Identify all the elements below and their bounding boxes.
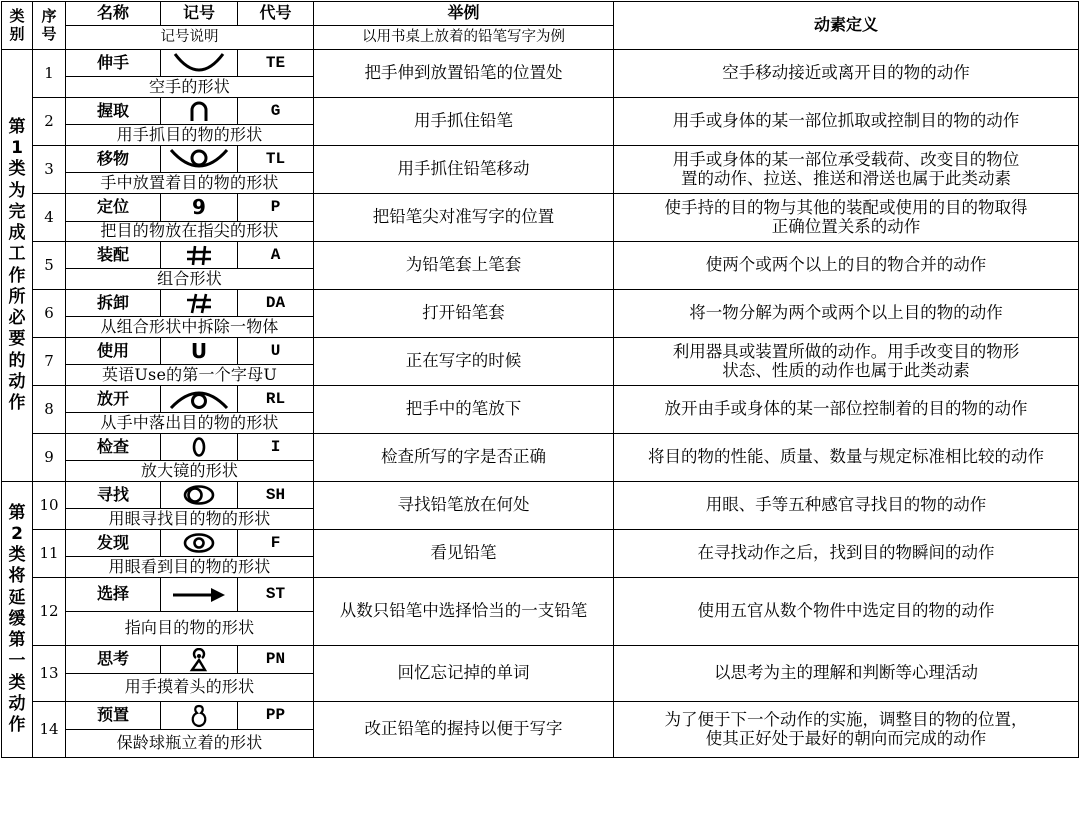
grasp-symbol xyxy=(161,98,238,125)
category-char: 要 xyxy=(8,329,26,350)
header-name: 名称 xyxy=(66,2,161,26)
definition-line: 正确位置关系的动作 xyxy=(771,216,921,236)
position-symbol: 9 xyxy=(161,194,238,222)
example-cell: 为铅笔套上笔套 xyxy=(314,242,614,290)
therblig-code: TL xyxy=(238,146,314,173)
definition-line: 空手移动接近或离开目的物的动作 xyxy=(722,63,970,83)
symbol-description: 把目的物放在指尖的形状 xyxy=(66,222,314,242)
header-seq-char: 号 xyxy=(41,24,57,43)
header-row-top xyxy=(2,2,1079,26)
therblig-code: TE xyxy=(238,50,314,77)
definition-cell xyxy=(614,530,1079,578)
search-symbol xyxy=(161,482,238,509)
therblig-grid xyxy=(1,1,1079,758)
header-category-char: 类 xyxy=(9,7,25,26)
category-char: 类 xyxy=(8,159,26,180)
therblig-code: U xyxy=(238,338,314,365)
release-symbol xyxy=(161,386,238,413)
row-number: 13 xyxy=(33,646,66,702)
therblig-row xyxy=(2,290,1079,317)
therblig-name: 放开 xyxy=(66,386,161,413)
symbol-description: 保龄球瓶立着的形状 xyxy=(66,730,314,758)
example-cell: 回忆忘记掉的单词 xyxy=(314,646,614,702)
symbol-description: 英语Use的第一个字母U xyxy=(66,365,314,386)
category-char: 作 xyxy=(8,393,26,413)
category-char: 工 xyxy=(8,244,26,265)
definition-cell xyxy=(614,290,1079,338)
symbol-description: 组合形状 xyxy=(66,269,314,290)
therblig-name: 移物 xyxy=(66,146,161,173)
category-char: 第 xyxy=(8,116,26,137)
definition-line: 用手或身体的某一部位承受载荷、改变目的物位 xyxy=(672,149,1020,169)
therblig-row xyxy=(2,98,1079,125)
row-number: 9 xyxy=(33,434,66,482)
definition-cell xyxy=(614,338,1079,386)
symbol-description: 手中放置着目的物的形状 xyxy=(66,173,314,194)
example-cell: 检查所写的字是否正确 xyxy=(314,434,614,482)
header-seq xyxy=(33,2,66,50)
category-char: 1 xyxy=(11,138,23,158)
header-category-char: 别 xyxy=(9,24,25,43)
category-char: 成 xyxy=(8,223,26,243)
find-symbol xyxy=(161,530,238,557)
therblig-name: 拆卸 xyxy=(66,290,161,317)
symbol-description: 空手的形状 xyxy=(66,77,314,98)
row-number: 4 xyxy=(33,194,66,242)
symbol-description: 指向目的物的形状 xyxy=(66,612,314,646)
therblig-name: 思考 xyxy=(66,646,161,674)
category-char: 延 xyxy=(8,587,26,608)
symbol-description: 从手中落出目的物的形状 xyxy=(66,413,314,434)
therblig-row xyxy=(2,50,1079,77)
therblig-name: 握取 xyxy=(66,98,161,125)
therblig-row xyxy=(2,646,1079,674)
example-cell: 把铅笔尖对准写字的位置 xyxy=(314,194,614,242)
definition-cell xyxy=(614,194,1079,242)
therblig-name: 伸手 xyxy=(66,50,161,77)
example-cell: 把手中的笔放下 xyxy=(314,386,614,434)
definition-line: 放开由手或身体的某一部位控制着的目的物的动作 xyxy=(664,399,1028,419)
example-cell: 从数只铅笔中选择恰当的一支铅笔 xyxy=(314,578,614,646)
example-cell: 正在写字的时候 xyxy=(314,338,614,386)
category-char: 第 xyxy=(8,630,26,651)
header-seq-char: 序 xyxy=(41,7,57,26)
category-char: 2 xyxy=(11,523,23,544)
row-number: 11 xyxy=(33,530,66,578)
definition-cell xyxy=(614,98,1079,146)
therblig-name: 选择 xyxy=(66,578,161,612)
therblig-row xyxy=(2,530,1079,557)
disassemble-symbol xyxy=(161,290,238,317)
therblig-name: 寻找 xyxy=(66,482,161,509)
therblig-row xyxy=(2,702,1079,730)
category-char: 类 xyxy=(8,672,26,693)
example-cell: 改正铅笔的握持以便于写字 xyxy=(314,702,614,758)
example-cell: 把手伸到放置铅笔的位置处 xyxy=(314,50,614,98)
row-number: 3 xyxy=(33,146,66,194)
therblig-name: 使用 xyxy=(66,338,161,365)
symbol-description: 用手抓目的物的形状 xyxy=(66,125,314,146)
definition-line: 以思考为主的理解和判断等心理活动 xyxy=(714,663,978,683)
therblig-row xyxy=(2,578,1079,612)
category-char: 一 xyxy=(8,651,26,672)
example-cell: 看见铅笔 xyxy=(314,530,614,578)
definition-line: 利用器具或装置所做的动作。用手改变目的物形 xyxy=(672,341,1020,361)
pre-position-symbol xyxy=(161,702,238,730)
header-mark-explain: 记号说明 xyxy=(66,26,314,50)
definition-cell xyxy=(614,386,1079,434)
therblig-code: ST xyxy=(238,578,314,612)
therblig-code: DA xyxy=(238,290,314,317)
use-symbol: U xyxy=(161,338,238,365)
definition-line: 置的动作、拉送、推送和滑送也属于此类动素 xyxy=(681,168,1011,188)
row-number: 2 xyxy=(33,98,66,146)
definition-line: 用眼、手等五种感官寻找目的物的动作 xyxy=(705,495,987,515)
therblig-code: PP xyxy=(238,702,314,730)
definition-line: 使两个或两个以上的目的物合并的动作 xyxy=(705,255,987,275)
category-char: 必 xyxy=(8,308,26,328)
header-definition: 动素定义 xyxy=(614,2,1079,50)
row-number: 6 xyxy=(33,290,66,338)
row-number: 7 xyxy=(33,338,66,386)
definition-line: 使其正好处于最好的朝向而完成的动作 xyxy=(705,728,987,748)
therblig-name: 检查 xyxy=(66,434,161,461)
definition-cell xyxy=(614,578,1079,646)
therblig-row xyxy=(2,242,1079,269)
example-cell: 寻找铅笔放在何处 xyxy=(314,482,614,530)
row-number: 1 xyxy=(33,50,66,98)
definition-cell xyxy=(614,434,1079,482)
header-mark: 记号 xyxy=(161,2,238,26)
therblig-code: G xyxy=(238,98,314,125)
header-category xyxy=(2,2,33,50)
row-number: 5 xyxy=(33,242,66,290)
header-example: 举例 xyxy=(314,2,614,26)
therblig-name: 预置 xyxy=(66,702,161,730)
category-char: 作 xyxy=(8,715,26,736)
header-example-sub: 以用书桌上放着的铅笔写字为例 xyxy=(314,26,614,50)
therblig-code: RL xyxy=(238,386,314,413)
category-char: 动 xyxy=(8,693,26,714)
therblig-row xyxy=(2,194,1079,222)
category-char: 的 xyxy=(8,350,26,371)
row-number: 10 xyxy=(33,482,66,530)
therblig-code: PN xyxy=(238,646,314,674)
example-cell: 用手抓住铅笔移动 xyxy=(314,146,614,194)
definition-line: 使用五官从数个物件中选定目的物的动作 xyxy=(697,601,995,621)
transport-loaded-symbol xyxy=(161,146,238,173)
definition-line: 用手或身体的某一部位抓取或控制目的物的动作 xyxy=(672,111,1020,131)
category-label xyxy=(2,482,33,758)
definition-line: 状态、性质的动作也属于此类动素 xyxy=(722,360,970,380)
therblig-code: P xyxy=(238,194,314,222)
therblig-code: I xyxy=(238,434,314,461)
therblig-row xyxy=(2,482,1079,509)
definition-cell xyxy=(614,146,1079,194)
symbol-description: 从组合形状中拆除一物体 xyxy=(66,317,314,338)
assemble-symbol xyxy=(161,242,238,269)
example-cell: 打开铅笔套 xyxy=(314,290,614,338)
therblig-code: A xyxy=(238,242,314,269)
plan-symbol xyxy=(161,646,238,674)
symbol-description: 用眼寻找目的物的形状 xyxy=(66,509,314,530)
definition-line: 使手持的目的物与其他的装配或使用的目的物取得 xyxy=(664,197,1028,217)
symbol-description: 用手摸着头的形状 xyxy=(66,674,314,702)
definition-cell xyxy=(614,702,1079,758)
definition-cell xyxy=(614,50,1079,98)
therblig-code: SH xyxy=(238,482,314,509)
definition-cell xyxy=(614,646,1079,702)
therblig-name: 发现 xyxy=(66,530,161,557)
category-char: 类 xyxy=(8,545,26,566)
definition-cell xyxy=(614,242,1079,290)
row-number: 8 xyxy=(33,386,66,434)
category-char: 缓 xyxy=(8,608,26,629)
category-char: 第 xyxy=(8,502,26,523)
category-label xyxy=(2,50,33,482)
transport-empty-symbol xyxy=(161,50,238,77)
category-char: 作 xyxy=(8,265,26,286)
inspect-symbol xyxy=(161,434,238,461)
definition-line: 将一物分解为两个或两个以上目的物的动作 xyxy=(689,303,1003,323)
definition-cell xyxy=(614,482,1079,530)
definition-line: 为了便于下一个动作的实施，调整目的物的位置， xyxy=(664,709,1028,729)
row-number: 12 xyxy=(33,578,66,646)
therblig-row xyxy=(2,338,1079,365)
example-cell: 用手抓住铅笔 xyxy=(314,98,614,146)
therblig-row xyxy=(2,146,1079,173)
category-char: 所 xyxy=(8,286,26,307)
row-number: 14 xyxy=(33,702,66,758)
therblig-row xyxy=(2,434,1079,461)
category-char: 为 xyxy=(8,180,26,201)
category-char: 动 xyxy=(8,371,26,392)
therblig-code: F xyxy=(238,530,314,557)
rows-body xyxy=(2,50,1079,758)
definition-line: 在寻找动作之后，找到目的物瞬间的动作 xyxy=(697,543,995,563)
category-char: 完 xyxy=(8,201,26,222)
category-char: 将 xyxy=(8,566,26,587)
select-arrow-symbol xyxy=(161,578,238,612)
therblig-name: 装配 xyxy=(66,242,161,269)
symbol-description: 放大镜的形状 xyxy=(66,461,314,482)
therblig-name: 定位 xyxy=(66,194,161,222)
symbol-description: 用眼看到目的物的形状 xyxy=(66,557,314,578)
definition-line: 将目的物的性能、质量、数量与规定标准相比较的动作 xyxy=(648,447,1044,467)
header-code: 代号 xyxy=(238,2,314,26)
therblig-row xyxy=(2,386,1079,413)
